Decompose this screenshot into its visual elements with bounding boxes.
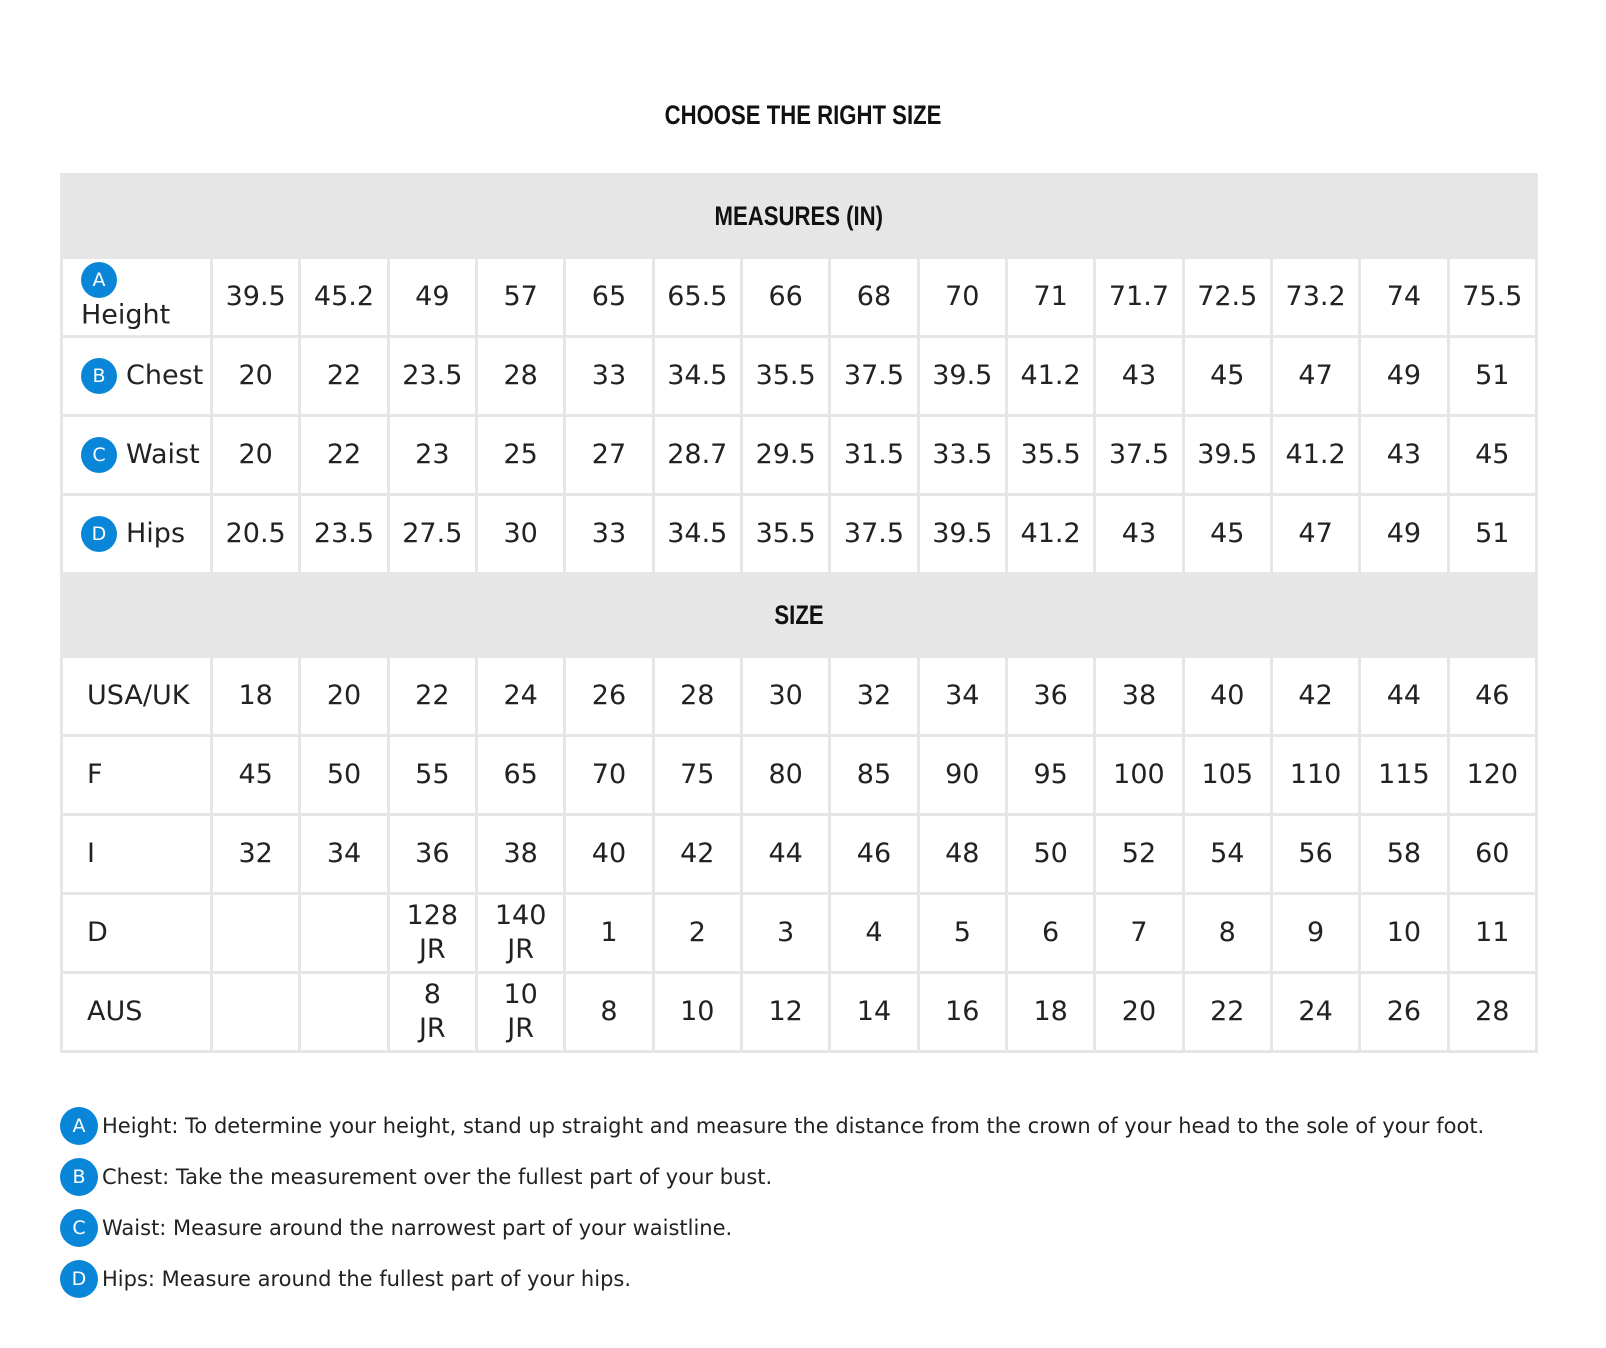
size-row-aus xyxy=(62,973,1537,1052)
measure-value-cell: 73.2 xyxy=(1271,258,1359,337)
size-value-cell: 26 xyxy=(565,657,653,736)
badge-c-icon: C xyxy=(60,1209,98,1247)
size-value-cell: 36 xyxy=(1006,657,1094,736)
note-text: Height: To determine your height, stand up straight and measure the distance from the crown of your head to the sole of your foot. xyxy=(102,1113,1485,1138)
size-row-i xyxy=(62,815,1537,894)
measure-value-cell: 43 xyxy=(1095,495,1183,574)
size-value-cell: 34 xyxy=(300,815,388,894)
size-value-cell: 115 xyxy=(1360,736,1448,815)
measure-value-cell: 35.5 xyxy=(741,337,829,416)
measure-value-cell: 28 xyxy=(476,337,564,416)
size-value-cell: 54 xyxy=(1183,815,1271,894)
note-a xyxy=(60,1100,1484,1151)
measure-value-cell: 37.5 xyxy=(830,337,918,416)
size-value-cell: 18 xyxy=(1006,973,1094,1052)
size-value-cell: 32 xyxy=(830,657,918,736)
badge-c-icon: C xyxy=(81,437,117,473)
size-value-cell xyxy=(300,973,388,1052)
size-value-cell: 70 xyxy=(565,736,653,815)
size-value-cell: 20 xyxy=(1095,973,1183,1052)
measures-header-row xyxy=(62,175,1537,258)
size-system-label: USA/UK xyxy=(62,657,212,736)
measure-value-cell: 71 xyxy=(1006,258,1094,337)
size-value-cell: 38 xyxy=(476,815,564,894)
size-value-cell: 42 xyxy=(653,815,741,894)
size-value-cell: 16 xyxy=(918,973,1006,1052)
measure-value-cell: 47 xyxy=(1271,337,1359,416)
measure-value-cell: 39.5 xyxy=(212,258,300,337)
size-value-cell: 40 xyxy=(565,815,653,894)
measure-label-cell xyxy=(62,337,212,416)
measure-value-cell: 65.5 xyxy=(653,258,741,337)
badge-b-icon: B xyxy=(60,1158,98,1196)
size-system-label: D xyxy=(62,894,212,973)
size-value-cell: 44 xyxy=(1360,657,1448,736)
size-header: SIZE xyxy=(62,574,1537,657)
note-text: Hips: Measure around the fullest part of your hips. xyxy=(102,1266,632,1291)
measure-value-cell: 39.5 xyxy=(1183,416,1271,495)
measure-value-cell: 57 xyxy=(476,258,564,337)
size-value-cell: 44 xyxy=(741,815,829,894)
measure-value-cell: 41.2 xyxy=(1271,416,1359,495)
measure-value-cell: 47 xyxy=(1271,495,1359,574)
size-value-cell: 28 xyxy=(653,657,741,736)
size-value-cell: 24 xyxy=(476,657,564,736)
note-b xyxy=(60,1151,1484,1202)
measure-value-cell: 41.2 xyxy=(1006,337,1094,416)
measure-value-cell: 33 xyxy=(565,337,653,416)
page-title: CHOOSE THE RIGHT SIZE xyxy=(664,100,942,130)
size-value-cell: 22 xyxy=(388,657,476,736)
measure-label-cell xyxy=(62,416,212,495)
size-value-cell: 32 xyxy=(212,815,300,894)
note-c xyxy=(60,1202,1484,1253)
measure-value-cell: 51 xyxy=(1448,495,1536,574)
measure-value-cell: 41.2 xyxy=(1006,495,1094,574)
measure-value-cell: 23.5 xyxy=(388,337,476,416)
measure-value-cell: 28.7 xyxy=(653,416,741,495)
note-text: Waist: Measure around the narrowest part of your waistline. xyxy=(102,1215,733,1240)
size-value-cell: 46 xyxy=(830,815,918,894)
size-value-cell: 6 xyxy=(1006,894,1094,973)
note-text: Chest: Take the measurement over the fullest part of your bust. xyxy=(102,1164,773,1189)
measure-value-cell: 39.5 xyxy=(918,495,1006,574)
measure-value-cell: 37.5 xyxy=(1095,416,1183,495)
measure-value-cell: 25 xyxy=(476,416,564,495)
measure-value-cell: 39.5 xyxy=(918,337,1006,416)
size-value-cell: 100 xyxy=(1095,736,1183,815)
measure-label-cell xyxy=(62,258,212,337)
size-value-cell: 18 xyxy=(212,657,300,736)
size-value-cell: 8 xyxy=(1183,894,1271,973)
measure-value-cell: 27 xyxy=(565,416,653,495)
measure-row-chest xyxy=(62,337,1537,416)
size-value-cell: 4 xyxy=(830,894,918,973)
measure-value-cell: 68 xyxy=(830,258,918,337)
size-value-cell: 26 xyxy=(1360,973,1448,1052)
badge-d-icon: D xyxy=(81,516,117,552)
size-value-cell: 14 xyxy=(830,973,918,1052)
size-value-cell xyxy=(212,894,300,973)
size-system-label: F xyxy=(62,736,212,815)
measure-value-cell: 70 xyxy=(918,258,1006,337)
measure-value-cell: 20 xyxy=(212,337,300,416)
size-value-cell: 60 xyxy=(1448,815,1536,894)
size-value-cell: 120 xyxy=(1448,736,1536,815)
measure-label: Chest xyxy=(126,360,204,391)
size-value-cell: 75 xyxy=(653,736,741,815)
size-value-cell: 5 xyxy=(918,894,1006,973)
measure-value-cell: 33 xyxy=(565,495,653,574)
size-value-cell: 42 xyxy=(1271,657,1359,736)
measure-value-cell: 34.5 xyxy=(653,337,741,416)
size-value-cell: 8 xyxy=(565,973,653,1052)
size-value-cell: 58 xyxy=(1360,815,1448,894)
measurement-notes xyxy=(60,1100,1484,1304)
measure-value-cell: 30 xyxy=(476,495,564,574)
size-value-cell: 20 xyxy=(300,657,388,736)
size-value-cell: 95 xyxy=(1006,736,1094,815)
size-system-label: I xyxy=(62,815,212,894)
size-value-cell: 110 xyxy=(1271,736,1359,815)
measure-label: Waist xyxy=(126,439,200,470)
size-value-cell: 52 xyxy=(1095,815,1183,894)
measure-value-cell: 72.5 xyxy=(1183,258,1271,337)
note-d xyxy=(60,1253,1484,1304)
size-value-cell: 85 xyxy=(830,736,918,815)
size-value-cell: 90 xyxy=(918,736,1006,815)
size-value-cell: 10 xyxy=(1360,894,1448,973)
measure-value-cell: 74 xyxy=(1360,258,1448,337)
measure-label: Hips xyxy=(126,518,186,549)
measure-value-cell: 37.5 xyxy=(830,495,918,574)
size-value-cell: 128 JR xyxy=(388,894,476,973)
size-value-cell: 38 xyxy=(1095,657,1183,736)
measure-value-cell: 75.5 xyxy=(1448,258,1536,337)
size-value-cell: 7 xyxy=(1095,894,1183,973)
size-value-cell: 8 JR xyxy=(388,973,476,1052)
size-value-cell: 105 xyxy=(1183,736,1271,815)
measure-value-cell: 23.5 xyxy=(300,495,388,574)
measure-label: Height xyxy=(81,299,171,331)
size-value-cell: 11 xyxy=(1448,894,1536,973)
badge-a-icon: A xyxy=(81,262,117,298)
size-value-cell: 45 xyxy=(212,736,300,815)
size-value-cell: 28 xyxy=(1448,973,1536,1052)
measure-value-cell: 43 xyxy=(1360,416,1448,495)
badge-a-icon: A xyxy=(60,1107,98,1145)
measure-value-cell: 66 xyxy=(741,258,829,337)
measure-value-cell: 45 xyxy=(1448,416,1536,495)
size-value-cell: 10 xyxy=(653,973,741,1052)
size-value-cell: 65 xyxy=(476,736,564,815)
size-system-label: AUS xyxy=(62,973,212,1052)
measure-value-cell: 43 xyxy=(1095,337,1183,416)
size-value-cell: 12 xyxy=(741,973,829,1052)
size-row-f xyxy=(62,736,1537,815)
measure-row-hips xyxy=(62,495,1537,574)
size-value-cell: 140 JR xyxy=(476,894,564,973)
measure-value-cell: 27.5 xyxy=(388,495,476,574)
measure-value-cell: 22 xyxy=(300,337,388,416)
badge-d-icon: D xyxy=(60,1260,98,1298)
measure-value-cell: 45 xyxy=(1183,337,1271,416)
measure-value-cell: 20.5 xyxy=(212,495,300,574)
size-value-cell: 1 xyxy=(565,894,653,973)
measure-value-cell: 71.7 xyxy=(1095,258,1183,337)
measures-header: MEASURES (IN) xyxy=(62,175,1537,258)
measure-value-cell: 51 xyxy=(1448,337,1536,416)
size-row-d xyxy=(62,894,1537,973)
measure-row-waist xyxy=(62,416,1537,495)
size-value-cell: 56 xyxy=(1271,815,1359,894)
size-row-usa-uk xyxy=(62,657,1537,736)
size-value-cell: 3 xyxy=(741,894,829,973)
size-value-cell: 50 xyxy=(300,736,388,815)
size-value-cell: 24 xyxy=(1271,973,1359,1052)
size-value-cell xyxy=(212,973,300,1052)
measure-value-cell: 45.2 xyxy=(300,258,388,337)
size-value-cell: 40 xyxy=(1183,657,1271,736)
size-header-row xyxy=(62,574,1537,657)
measure-value-cell: 22 xyxy=(300,416,388,495)
measure-value-cell: 65 xyxy=(565,258,653,337)
size-value-cell: 9 xyxy=(1271,894,1359,973)
measure-row-height xyxy=(62,258,1537,337)
size-value-cell: 80 xyxy=(741,736,829,815)
size-value-cell: 50 xyxy=(1006,815,1094,894)
size-value-cell: 55 xyxy=(388,736,476,815)
size-value-cell: 22 xyxy=(1183,973,1271,1052)
measure-value-cell: 33.5 xyxy=(918,416,1006,495)
measure-value-cell: 31.5 xyxy=(830,416,918,495)
size-value-cell: 34 xyxy=(918,657,1006,736)
size-value-cell: 2 xyxy=(653,894,741,973)
size-value-cell: 36 xyxy=(388,815,476,894)
size-value-cell: 30 xyxy=(741,657,829,736)
size-value-cell: 46 xyxy=(1448,657,1536,736)
measure-value-cell: 20 xyxy=(212,416,300,495)
size-chart-table xyxy=(60,173,1538,1053)
size-value-cell: 10 JR xyxy=(476,973,564,1052)
measure-label-cell xyxy=(62,495,212,574)
measure-value-cell: 45 xyxy=(1183,495,1271,574)
measure-value-cell: 34.5 xyxy=(653,495,741,574)
measure-value-cell: 29.5 xyxy=(741,416,829,495)
measure-value-cell: 49 xyxy=(388,258,476,337)
measure-value-cell: 49 xyxy=(1360,337,1448,416)
measure-value-cell: 23 xyxy=(388,416,476,495)
measure-value-cell: 35.5 xyxy=(741,495,829,574)
measure-value-cell: 35.5 xyxy=(1006,416,1094,495)
measure-value-cell: 49 xyxy=(1360,495,1448,574)
size-value-cell xyxy=(300,894,388,973)
badge-b-icon: B xyxy=(81,358,117,394)
size-value-cell: 48 xyxy=(918,815,1006,894)
